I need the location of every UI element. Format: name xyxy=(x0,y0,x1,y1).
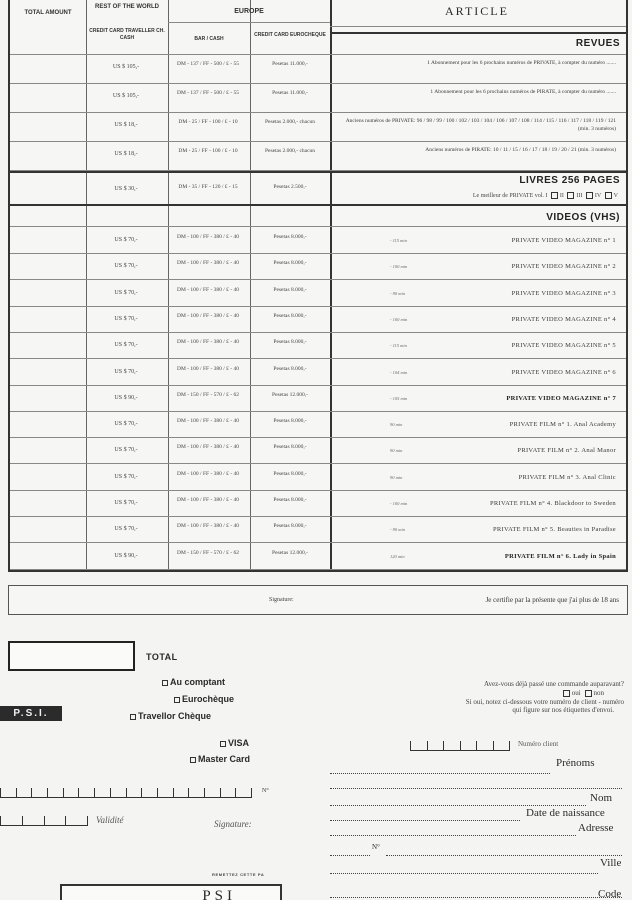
revue-row xyxy=(10,142,626,171)
previous-order-options: oui non xyxy=(318,689,604,697)
article-name: PRIVATE FILM n° 2. Anal Manor xyxy=(517,447,616,455)
video-row xyxy=(10,517,626,543)
card-number-label: N° xyxy=(262,788,269,794)
digit-separator xyxy=(0,816,1,825)
checkbox-icon[interactable] xyxy=(162,680,168,686)
nom-field[interactable] xyxy=(330,792,586,806)
payment-visa[interactable]: VISA xyxy=(218,738,249,748)
price-cc-euro: Pesetas 8.000,- xyxy=(273,312,307,319)
price-cc-euro: Pesetas 8.000,- xyxy=(273,523,307,530)
price-bar-cash: DM - 137 / FF - 500 / £ - 55 xyxy=(176,61,240,67)
article-cell xyxy=(332,333,622,359)
price-bar-cash: DM - 100 / FF - 380 / £ - 40 xyxy=(176,286,240,293)
checkbox-icon[interactable] xyxy=(130,714,136,720)
price-cc-euro: Pesetas 8.000,- xyxy=(273,234,307,240)
price-rest-of-world: US $ 70,- xyxy=(114,237,138,243)
article-cell xyxy=(332,491,622,517)
order-table xyxy=(8,0,628,572)
price-cc-euro: Pesetas 2.000,- chacun xyxy=(264,119,316,125)
price-cc-euro: Pesetas 8.000,- xyxy=(273,365,307,372)
digit-separator xyxy=(110,788,111,797)
video-row xyxy=(10,307,626,333)
article-duration: 120 min xyxy=(390,553,405,559)
price-bar-cash: DM - 100 / FF - 380 / £ - 40 xyxy=(176,312,240,319)
article-cell xyxy=(332,254,622,280)
price-rest-of-world: US $ 70,- xyxy=(114,315,138,322)
digit-separator xyxy=(0,788,1,797)
row-divider xyxy=(10,569,626,570)
prenoms-label: Prénoms xyxy=(556,757,595,769)
adresse-label: Adresse xyxy=(578,822,614,834)
client-number-label: Numéro client xyxy=(518,740,559,748)
price-rest-of-world: US $ 70,- xyxy=(114,447,138,454)
price-cc-euro: Pesetas 2.000,- chacun xyxy=(264,148,316,154)
ville-field-2[interactable] xyxy=(330,884,622,898)
digit-separator xyxy=(204,788,205,797)
payment-mastercard[interactable]: Master Card xyxy=(188,754,250,764)
price-cc-euro: Pesetas 12.000,- xyxy=(272,391,308,398)
video-row xyxy=(10,360,626,386)
ville-field[interactable] xyxy=(330,860,598,874)
ville-label: Ville xyxy=(600,857,622,869)
digit-separator xyxy=(22,816,23,825)
video-row xyxy=(10,281,626,307)
price-cc-euro: Pesetas 8.000,- xyxy=(273,286,307,293)
price-rest-of-world: US $ 70,- xyxy=(114,421,138,428)
article-name: PRIVATE VIDEO MAGAZINE n° 7 xyxy=(506,394,616,402)
article-duration: - 100 min xyxy=(390,316,408,322)
article-name: PRIVATE FILM n° 5. Beauties in Paradise xyxy=(492,526,616,534)
psi-address-box: PSI xyxy=(60,884,282,900)
validity-label: Validité xyxy=(96,815,124,825)
article-name: PRIVATE VIDEO MAGAZINE n° 4 xyxy=(511,315,616,323)
price-rest-of-world: US $ 70,- xyxy=(114,289,138,296)
payment-traveller-cheque[interactable]: Travellor Chèque xyxy=(128,711,211,721)
digit-separator xyxy=(410,741,411,750)
article-name: PRIVATE VIDEO MAGAZINE n° 2 xyxy=(511,263,616,271)
article-cell xyxy=(332,113,622,142)
article-duration: - 105 min xyxy=(390,395,408,401)
price-rest-of-world: US $ 18,- xyxy=(114,151,138,157)
price-cc-euro: Pesetas 8.000,- xyxy=(273,444,307,451)
video-row xyxy=(10,544,626,570)
digit-separator xyxy=(126,788,127,797)
digit-separator xyxy=(220,788,221,797)
price-rest-of-world: US $ 70,- xyxy=(114,263,138,270)
checkbox-icon[interactable] xyxy=(220,741,226,747)
remettez-note: REMETTEZ CETTE PA xyxy=(212,872,265,877)
article-cell xyxy=(332,544,622,570)
price-rest-of-world: US $ 70,- xyxy=(114,368,138,375)
article-description: Anciens numéros de PIRATE: 10 / 11 / 15 / 16 / 17 / 18 / 19 / 20 / 21 (min. 3 numéros) xyxy=(425,147,616,153)
price-cc-euro: Pesetas 11.000,- xyxy=(272,90,308,96)
article-duration: 90 min xyxy=(390,422,403,428)
total-input-box[interactable] xyxy=(8,641,135,671)
street-number-field[interactable] xyxy=(330,842,370,856)
article-cell xyxy=(332,281,622,307)
digit-separator xyxy=(427,741,428,750)
video-row xyxy=(10,491,626,517)
price-cc-euro: Pesetas 8.000,- xyxy=(273,418,307,425)
digit-separator xyxy=(188,788,189,797)
naissance-label: Date de naissance xyxy=(526,807,605,819)
article-cell xyxy=(332,55,622,84)
article-duration: - 115 min xyxy=(390,238,407,243)
article-name: PRIVATE FILM n° 1. Anal Academy xyxy=(509,421,616,429)
digit-separator xyxy=(94,788,95,797)
digit-separator xyxy=(65,816,66,825)
price-cc-euro: Pesetas 8.000,- xyxy=(273,470,307,477)
col-bar-cash-header: BAR / CASH xyxy=(194,36,224,42)
digit-separator xyxy=(141,788,142,797)
price-bar-cash: DM - 25 / FF - 100 / £ - 10 xyxy=(178,148,238,154)
total-amount-header: TOTAL AMOUNT xyxy=(24,10,72,16)
payment-au-comptant[interactable]: Au comptant xyxy=(160,677,225,687)
price-bar-cash: DM - 100 / FF - 380 / £ - 40 xyxy=(176,365,240,372)
total-label: TOTAL xyxy=(146,652,178,662)
client-number-input[interactable] xyxy=(410,735,510,751)
video-row xyxy=(10,412,626,438)
digit-separator xyxy=(493,741,494,750)
article-cell xyxy=(332,84,622,113)
digit-separator xyxy=(31,788,32,797)
article-cell xyxy=(332,517,622,543)
price-cc-euro: Pesetas 11.000,- xyxy=(272,61,308,67)
article-name: PRIVATE VIDEO MAGAZINE n° 1 xyxy=(511,237,616,244)
card-validity-input[interactable] xyxy=(0,810,88,826)
price-bar-cash: DM - 100 / FF - 380 / £ - 40 xyxy=(176,523,240,530)
price-cc-euro: Pesetas 2.500,- xyxy=(273,184,307,190)
article-description: 1 Abonnement pour les 6 prochains numéros de PIRATE, à compter du numéro ....... xyxy=(430,89,616,95)
article-cell xyxy=(332,438,622,464)
video-row xyxy=(10,228,626,254)
price-bar-cash: DM - 100 / FF - 380 / £ - 40 xyxy=(176,444,240,451)
checkbox-icon[interactable] xyxy=(190,757,196,763)
price-cc-euro: Pesetas 8.000,- xyxy=(273,339,307,346)
digit-separator xyxy=(87,816,88,825)
price-bar-cash: DM - 150 / FF - 570 / £ - 62 xyxy=(176,391,240,398)
video-row xyxy=(10,333,626,359)
price-rest-of-world: US $ 70,- xyxy=(114,342,138,349)
video-row xyxy=(10,465,626,491)
price-rest-of-world: US $ 70,- xyxy=(114,526,138,533)
digit-separator xyxy=(251,788,252,797)
payment-eurocheque[interactable]: Eurochèque xyxy=(172,694,234,704)
video-row xyxy=(10,386,626,412)
price-rest-of-world: US $ 90,- xyxy=(114,394,138,401)
si-oui-text-2: qui figure sur nos étiquettes d'envoi. xyxy=(512,706,614,714)
certify-box xyxy=(8,585,628,615)
certify-text: Je certifie par la présente que j'ai plus de 18 ans xyxy=(485,596,619,604)
video-row xyxy=(10,438,626,464)
article-duration: - 100 min xyxy=(390,264,408,270)
article-cell xyxy=(332,360,622,386)
europe-header: EUROPE xyxy=(234,8,264,15)
street-number-label: N° xyxy=(372,843,380,851)
article-name: PRIVATE FILM n° 6. Lady in Spain xyxy=(504,552,616,560)
article-name: PRIVATE VIDEO MAGAZINE n° 6 xyxy=(511,368,616,376)
digit-separator xyxy=(63,788,64,797)
price-cc-euro: Pesetas 8.000,- xyxy=(273,497,307,503)
price-bar-cash: DM - 100 / FF - 380 / £ - 40 xyxy=(176,260,240,267)
nom-label: Nom xyxy=(590,792,612,804)
digit-separator xyxy=(78,788,79,797)
price-bar-cash: DM - 137 / FF - 500 / £ - 55 xyxy=(176,90,240,96)
rest-of-world-header: REST OF THE WORLD xyxy=(95,4,159,10)
article-description: 1 Abonnement pour les 6 prochains numéros de PRIVATE, à compter du numéro ....... xyxy=(427,60,616,66)
checkbox-icon[interactable] xyxy=(174,697,180,703)
revues-section-title: REVUES xyxy=(575,38,620,49)
previous-order-question: Avez-vous déjà passé une commande auparavant? xyxy=(483,680,624,688)
prenoms-field-2[interactable] xyxy=(330,775,622,789)
price-bar-cash: DM - 100 / FF - 380 / £ - 40 xyxy=(176,418,240,425)
digit-separator xyxy=(16,788,17,797)
article-duration: 90 min xyxy=(390,474,403,480)
digit-separator xyxy=(173,788,174,797)
price-rest-of-world: US $ 70,- xyxy=(114,500,138,506)
article-name: PRIVATE VIDEO MAGAZINE n° 5 xyxy=(511,342,616,350)
price-cc-euro: Pesetas 8.000,- xyxy=(273,260,307,267)
prenoms-field[interactable] xyxy=(330,760,550,774)
si-oui-text: Si oui, notez ci-dessous votre numéro de client - numéro xyxy=(465,698,624,706)
price-bar-cash: DM - 100 / FF - 380 / £ - 40 xyxy=(176,497,240,503)
article-cell xyxy=(332,307,622,333)
street-field[interactable] xyxy=(386,842,622,856)
digit-separator xyxy=(157,788,158,797)
revue-row xyxy=(10,55,626,84)
psi-logo-badge: P.S.I. xyxy=(0,706,62,721)
price-bar-cash: DM - 25 / FF - 100 / £ - 10 xyxy=(178,119,238,125)
article-duration: 90 min xyxy=(390,448,403,454)
naissance-field[interactable] xyxy=(330,807,520,821)
price-cc-euro: Pesetas 12.000,- xyxy=(272,549,308,556)
certify-signature-label: Signature: xyxy=(269,597,294,603)
digit-separator xyxy=(509,741,510,750)
digit-separator xyxy=(476,741,477,750)
digit-separator xyxy=(235,788,236,797)
oui-checkbox[interactable] xyxy=(563,690,570,697)
article-cell xyxy=(332,228,622,254)
revue-row xyxy=(10,84,626,113)
non-checkbox[interactable] xyxy=(585,690,592,697)
row-divider xyxy=(10,170,626,171)
col-cc-travel-header: CREDIT CARD TRAVELLER CH. CASH xyxy=(89,28,165,41)
revue-row xyxy=(10,113,626,142)
article-duration: - 90 min xyxy=(390,527,405,533)
livres-note: Le meilleur de PRIVATE vol. I II III IV V xyxy=(472,192,618,199)
article-name: PRIVATE VIDEO MAGAZINE n° 3 xyxy=(511,289,616,297)
col-cc-euro-header: CREDIT CARD EUROCHEQUE xyxy=(254,32,326,38)
price-bar-cash: DM - 100 / FF - 380 / £ - 40 xyxy=(176,234,240,240)
article-cell xyxy=(332,386,622,412)
price-rest-of-world: US $ 90,- xyxy=(114,552,138,559)
article-cell xyxy=(332,142,622,171)
article-duration: - 90 min xyxy=(390,290,405,296)
video-row xyxy=(10,254,626,280)
digit-separator xyxy=(460,741,461,750)
price-bar-cash: DM - 100 / FF - 380 / £ - 40 xyxy=(176,470,240,477)
article-cell xyxy=(332,412,622,438)
article-name: PRIVATE FILM n° 4. Blackdoor to Sweden xyxy=(489,500,616,507)
price-rest-of-world: US $ 105,- xyxy=(112,64,140,70)
price-rest-of-world: US $ 70,- xyxy=(114,473,138,480)
digit-separator xyxy=(44,816,45,825)
videos-section-title: VIDEOS (VHS) xyxy=(546,212,620,223)
article-duration: - 115 min xyxy=(390,343,407,349)
livres-section-title: LIVRES 256 PAGES xyxy=(519,175,620,186)
article-description: Anciens numéros de PRIVATE: 96 / 98 / 99 / 100 / 102 / 103 / 104 / 106 / 107 / 108 / 114 / 115 / 116 / 117 / 118 / 119 / 121 (min. 3 numéros) xyxy=(345,118,616,132)
digit-separator xyxy=(47,788,48,797)
article-header: ARTICLE xyxy=(445,4,509,18)
payment-signature-label: Signature: xyxy=(214,819,252,829)
digit-separator xyxy=(443,741,444,750)
price-rest-of-world: US $ 30,- xyxy=(114,186,138,192)
article-name: PRIVATE FILM n° 3. Anal Clinic xyxy=(518,473,616,481)
adresse-field[interactable] xyxy=(330,822,576,836)
price-bar-cash: DM - 100 / FF - 380 / £ - 40 xyxy=(176,339,240,346)
price-rest-of-world: US $ 18,- xyxy=(114,122,138,128)
livres-row xyxy=(10,174,626,204)
price-bar-cash: DM - 150 / FF - 570 / £ - 62 xyxy=(176,549,240,556)
code-label: Code xyxy=(598,888,622,900)
article-cell xyxy=(332,465,622,491)
card-number-input[interactable] xyxy=(0,782,252,798)
price-rest-of-world: US $ 105,- xyxy=(112,93,140,99)
article-duration: - 104 min xyxy=(390,369,408,375)
article-duration: - 100 min xyxy=(390,501,408,506)
price-bar-cash: DM - 35 / FF - 120 / £ - 15 xyxy=(178,184,238,190)
